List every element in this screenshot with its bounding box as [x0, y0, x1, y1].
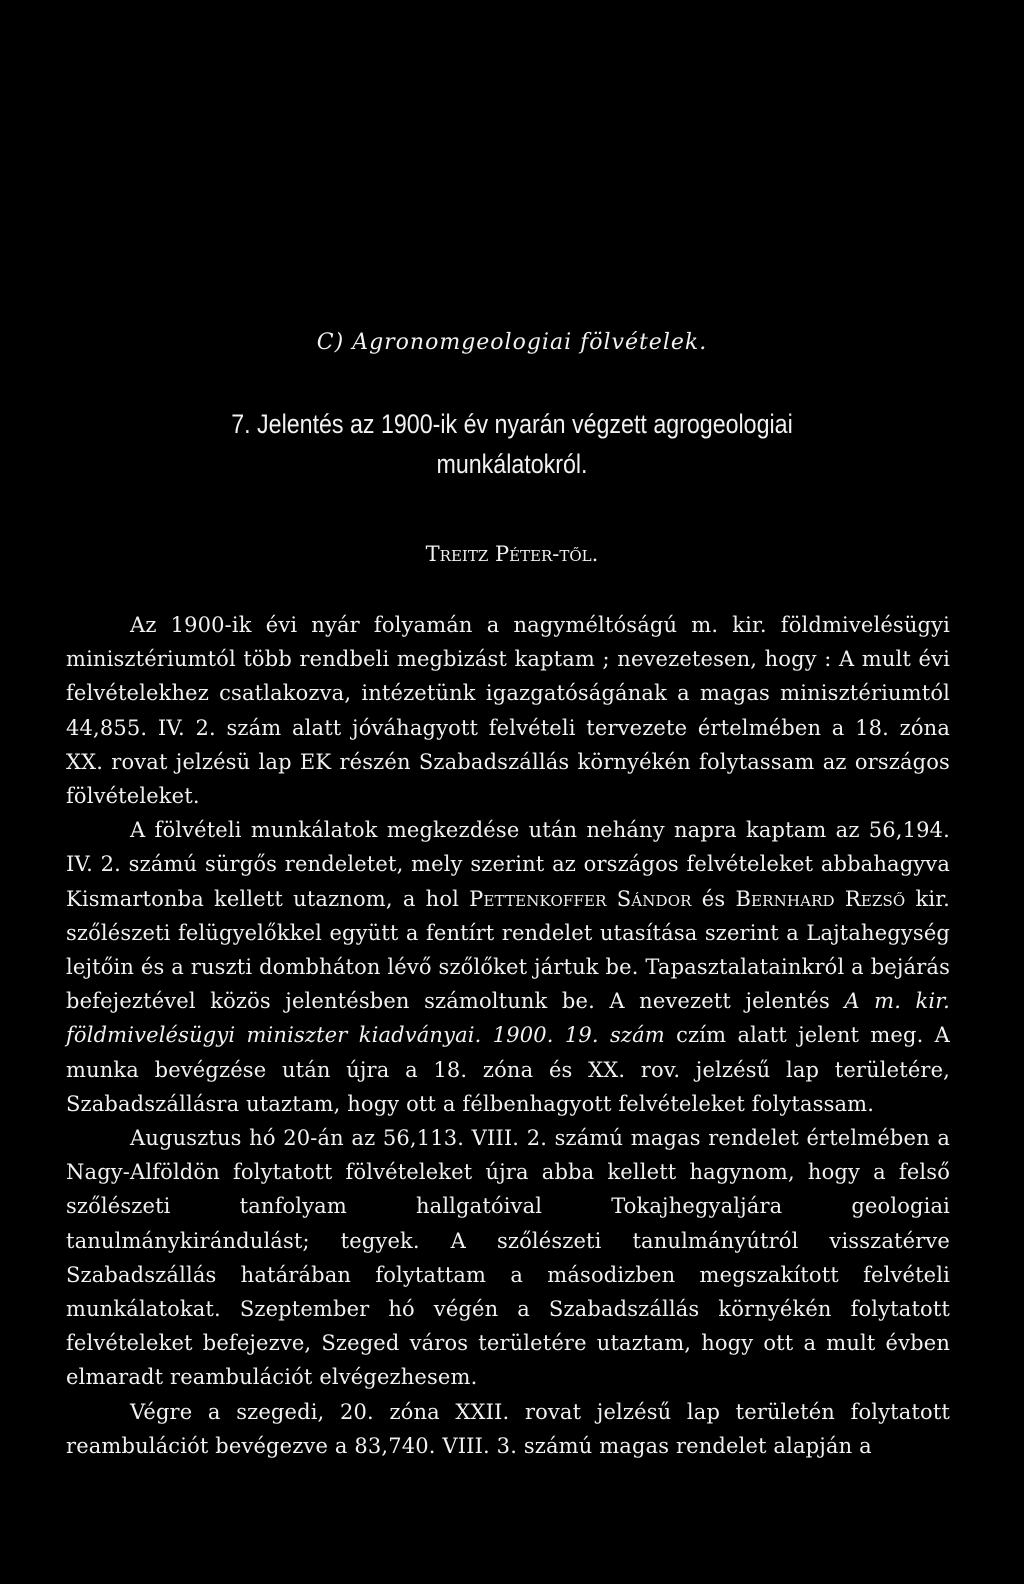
paragraph-text: Augusztus hó 20-án az 56,113. VIII. 2. számú magas rendelet értelmében a Nagy-Alföldön folytatott fölvételeket újra abba kellett hagynom, hogy a felső szőlészeti tanfolyam hallgatóival Tokajhegyaljára geologiai tanulmánykirándulást; tegyek. A szőlészeti tanulmányútról visszatérve Szabadszállás határában folytattam a másodizben megszakított felvételi munkálatokat. Szeptember hó végén a Szabadszállás környékén folytatott felvételeket befejezve, Szeged város területére utaztam, hogy ott a mult évben elmaradt reambulációt elvégezhesem. [66, 1126, 950, 1390]
paragraph-1 [66, 608, 950, 813]
paragraph-text: Végre a szegedi, 20. zóna XXII. rovat jelzésű lap területén folytatott reambulációt bevégezve a 83,740. VIII. 3. számú magas rendelet alapján a [66, 1399, 950, 1458]
author-line: Treitz Péter-től. [425, 542, 599, 566]
body-text [66, 608, 950, 1463]
person-name: Bernhard Rezső [735, 886, 906, 911]
report-title: 7. Jelentés az 1900-ik év nyarán végzett agrogeologiai munkálatokról. [231, 409, 793, 479]
paragraph-text: Az 1900-ik évi nyár folyamán a nagyméltóságú m. kir. földmivelésügyi minisztériumtól több rendbeli megbizást kaptam ; nevezetesen, hogy : A mult évi felvételekhez csatlakozva, intézetünk igazgatóságának a magas minisztériumtól 44,855. IV. 2. szám alatt jóváhagyott felvételi tervezete értelmében a 18. zóna XX. rovat jelzésü lap EK részén Szabadszállás környékén folytassam az országos fölvételeket. [66, 613, 950, 809]
person-name: Pettenkoffer Sándor [469, 886, 692, 911]
paragraph-2 [66, 813, 950, 1121]
section-heading: C) Agronomgeologiai fölvételek. [316, 330, 708, 355]
paragraph-text: czím alatt jelent meg. A munka bevégzése után újra a 18. zóna és XX. rov. jelzésű lap területére, Szabadszállásra utaztam, hogy ott a félbenhagyott felvételeket folytassam. [66, 1023, 950, 1116]
paragraph-3 [66, 1121, 950, 1395]
paragraph-text: és [691, 886, 736, 911]
paragraph-text: A fölvételi munkálatok megkezdése után nehány napra kaptam az 56,194. IV. 2. számú sürgős rendeletet, mely szerint az országos felvételeket abbahagyva Kismartonba kellett utaznom, a hol [66, 818, 950, 911]
paragraph-4 [66, 1395, 950, 1463]
paragraph-text: kir. szőlészeti felügyelőkkel együtt a fentírt rendelet utasítása szerint a Lajtahegység lejtőin és a ruszti dombháton lévő szőlőket jártuk be. Tapasztalatainkról a bejárás befejeztével közös jelentésben számoltunk be. A nevezett jelentés [66, 886, 950, 1014]
publication-reference: A m. kir. földmivelésügyi miniszter kiadványai. 1900. 19. szám [66, 989, 950, 1048]
